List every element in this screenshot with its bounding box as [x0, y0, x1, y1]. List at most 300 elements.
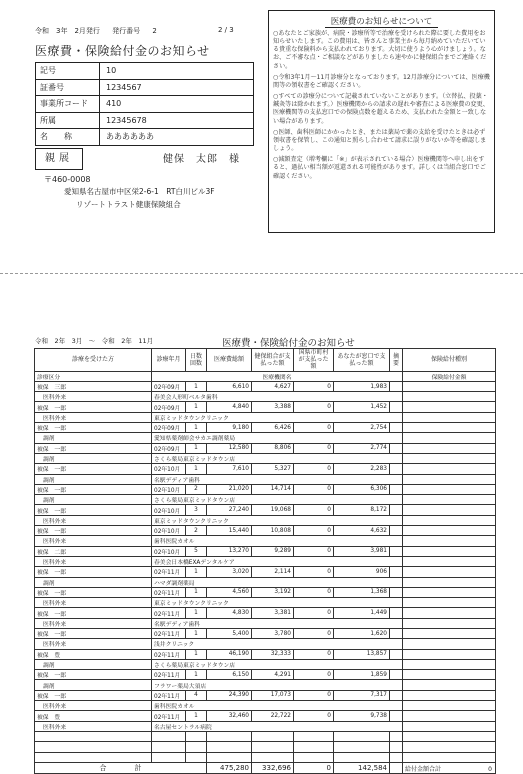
facility-name: 名古屋セントラル病院 — [152, 721, 403, 731]
member-info-value: 1234567 — [106, 82, 142, 92]
self-paid: 2,283 — [334, 464, 390, 474]
benefit-amount-cell — [403, 433, 496, 443]
facility-name: フラワー薬局大須店 — [152, 680, 403, 690]
table-row — [35, 567, 496, 577]
table-row — [35, 381, 496, 391]
treatment-month: 02年10月 — [152, 546, 186, 556]
kenpo-paid: 14,714 — [252, 484, 294, 494]
remarks-cell — [390, 402, 403, 412]
remarks-cell — [390, 505, 403, 515]
patient-name: 被保 一郎 — [35, 526, 152, 536]
page-title: 医療費・保険給付金のお知らせ — [35, 44, 210, 58]
facility-name: 東京ミッドタウンクリニック — [152, 515, 403, 525]
treatment-month: 02年11月 — [152, 628, 186, 638]
totals-total: 475,280 — [207, 762, 252, 773]
benefit-type-cell — [403, 711, 496, 721]
treatment-category: 調剤 — [35, 577, 152, 587]
subheader-kubun: 診療区分 — [35, 371, 152, 381]
benefit-type-cell — [403, 608, 496, 618]
table-row-detail — [35, 701, 496, 711]
medical-total: 21,020 — [207, 484, 252, 494]
visit-days: 1 — [186, 381, 207, 391]
table-row — [35, 670, 496, 680]
table-row — [35, 628, 496, 638]
kenpo-paid: 3,388 — [252, 402, 294, 412]
subheader-facility: 医療機関名 — [152, 371, 403, 381]
medical-total: 6,610 — [207, 381, 252, 391]
treatment-category: 医科外来 — [35, 515, 152, 525]
visit-days: 1 — [186, 423, 207, 433]
empty-cell — [252, 752, 294, 762]
benefit-amount-cell — [403, 598, 496, 608]
table-row-detail — [35, 577, 496, 587]
column-header: 医療費総額 — [207, 349, 252, 372]
benefit-amount-cell — [403, 392, 496, 402]
facility-name: 名駅デディア歯科 — [152, 618, 403, 628]
facility-name: さくら薬局東京ミッドタウン店 — [152, 495, 403, 505]
remarks-cell — [390, 423, 403, 433]
remarks-cell — [390, 526, 403, 536]
kenpo-paid: 4,291 — [252, 670, 294, 680]
public-paid: 0 — [294, 690, 334, 700]
medical-total: 13,270 — [207, 546, 252, 556]
patient-name: 被保 一郎 — [35, 690, 152, 700]
treatment-category: 医科外来 — [35, 412, 152, 422]
empty-cell — [35, 731, 152, 741]
benefit-type-cell — [403, 546, 496, 556]
column-header: 日数回数 — [186, 349, 207, 372]
benefit-type-cell — [403, 505, 496, 515]
benefit-amount-cell — [403, 474, 496, 484]
table-row-detail — [35, 536, 496, 546]
self-paid: 2,774 — [334, 443, 390, 453]
benefit-amount-cell — [403, 556, 496, 566]
treatment-month: 02年11月 — [152, 711, 186, 721]
remarks-cell — [390, 381, 403, 391]
totals-kyufu: 給付金額合計 0 — [403, 762, 496, 773]
sender-org: リゾートトラスト健康保険組合 — [76, 200, 181, 209]
treatment-category: 医科外来 — [35, 556, 152, 566]
patient-name: 被保 一郎 — [35, 484, 152, 494]
self-paid: 1,983 — [334, 381, 390, 391]
treatment-month: 02年10月 — [152, 526, 186, 536]
patient-name: 被保 一郎 — [35, 464, 152, 474]
kenpo-paid: 2,114 — [252, 567, 294, 577]
remarks-cell — [390, 711, 403, 721]
patient-name: 被保 二郎 — [35, 546, 152, 556]
table-subheader-row — [35, 371, 496, 381]
self-paid: 2,754 — [334, 423, 390, 433]
table-row — [35, 423, 496, 433]
empty-cell — [294, 752, 334, 762]
self-paid: 9,738 — [334, 711, 390, 721]
remarks-cell — [390, 608, 403, 618]
postal-code: 〒460-0008 — [44, 175, 91, 184]
confidential-label: 親展 — [35, 148, 83, 170]
kenpo-paid: 9,289 — [252, 546, 294, 556]
remarks-cell — [390, 567, 403, 577]
table-row-detail — [35, 556, 496, 566]
facility-name: 春美会日本橋EXAデンタルケア — [152, 556, 403, 566]
benefit-type-cell — [403, 649, 496, 659]
benefit-type-cell — [403, 443, 496, 453]
treatment-month: 02年11月 — [152, 670, 186, 680]
visit-days: 1 — [186, 628, 207, 638]
kenpo-paid: 22,722 — [252, 711, 294, 721]
kenpo-paid: 5,327 — [252, 464, 294, 474]
column-header: 健保組合が支払った額 — [252, 349, 294, 372]
benefit-type-cell — [403, 670, 496, 680]
member-info-row — [36, 96, 253, 113]
visit-days: 1 — [186, 567, 207, 577]
treatment-category: 調剤 — [35, 659, 152, 669]
self-paid: 8,172 — [334, 505, 390, 515]
benefit-amount-cell — [403, 412, 496, 422]
table-row — [35, 443, 496, 453]
empty-cell — [152, 731, 186, 741]
self-paid: 1,620 — [334, 628, 390, 638]
table-row-detail — [35, 515, 496, 525]
notice-paragraph: ○あなたとご家族が、病院・診療所等で治療を受けられた際に要した費用をお知らせいたします。この費用は、皆さんと事業主から毎月納めていただいている貴重な保険料から支払われております。大切に使うよう心がけましょう。なお、ご不審な点・ご相談などがありましたら速やかに健保組合までご連絡ください。 — [273, 30, 487, 70]
benefit-amount-cell — [403, 515, 496, 525]
benefit-type-cell — [403, 567, 496, 577]
benefit-amount-cell — [403, 680, 496, 690]
issue-header — [35, 26, 167, 36]
patient-name: 被保 一郎 — [35, 443, 152, 453]
member-info-row — [36, 113, 253, 130]
kenpo-paid: 8,806 — [252, 443, 294, 453]
treatment-month: 02年09月 — [152, 443, 186, 453]
self-paid: 13,857 — [334, 649, 390, 659]
self-paid: 3,981 — [334, 546, 390, 556]
notice-paragraph: ○医師、歯科医師にかかったとき、または薬局で薬の支給を受けたときは必ず領収書を保管し、この通知と照らし合わせて請求に誤りがないか等を確認しましょう。 — [273, 128, 487, 153]
member-info-row — [36, 63, 253, 80]
benefit-type-cell — [403, 464, 496, 474]
patient-name: 被保 豊 — [35, 711, 152, 721]
empty-row — [35, 742, 496, 752]
patient-name: 被保 豊 — [35, 649, 152, 659]
kenpo-paid: 3,192 — [252, 587, 294, 597]
benefit-type-cell — [403, 587, 496, 597]
kenpo-paid: 3,381 — [252, 608, 294, 618]
issue-date: 令和 3年 2月発行 — [35, 27, 100, 35]
benefit-amount-cell — [403, 536, 496, 546]
medical-total: 4,560 — [207, 587, 252, 597]
treatment-category: 医科外来 — [35, 598, 152, 608]
visit-days: 5 — [186, 546, 207, 556]
benefit-amount-cell — [403, 453, 496, 463]
medical-total: 4,830 — [207, 608, 252, 618]
statement-table — [34, 348, 496, 774]
empty-cell — [294, 742, 334, 752]
treatment-month: 02年11月 — [152, 649, 186, 659]
table-row-detail — [35, 392, 496, 402]
table-row — [35, 464, 496, 474]
patient-name: 被保 一郎 — [35, 608, 152, 618]
visit-days: 1 — [186, 711, 207, 721]
visit-days: 1 — [186, 464, 207, 474]
visit-days: 1 — [186, 649, 207, 659]
medical-total: 12,580 — [207, 443, 252, 453]
medical-total: 46,190 — [207, 649, 252, 659]
public-paid: 0 — [294, 423, 334, 433]
statement-title: 医療費・保険給付金のお知らせ — [222, 338, 355, 349]
member-info-label: 証番号 — [36, 80, 100, 96]
treatment-month: 02年10月 — [152, 464, 186, 474]
table-row — [35, 587, 496, 597]
empty-cell — [207, 752, 252, 762]
visit-days: 3 — [186, 505, 207, 515]
visit-days: 2 — [186, 526, 207, 536]
treatment-category: 医科外来 — [35, 618, 152, 628]
visit-days: 4 — [186, 690, 207, 700]
patient-name: 被保 一郎 — [35, 587, 152, 597]
kenpo-paid: 3,780 — [252, 628, 294, 638]
treatment-category: 調剤 — [35, 433, 152, 443]
patient-name: 被保 三郎 — [35, 381, 152, 391]
patient-name: 被保 一郎 — [35, 670, 152, 680]
self-paid: 1,449 — [334, 608, 390, 618]
public-paid: 0 — [294, 670, 334, 680]
empty-cell — [294, 731, 334, 741]
medical-total: 7,610 — [207, 464, 252, 474]
medical-total: 5,400 — [207, 628, 252, 638]
notice-paragraph: ○減額査定（増考欄に「※」が表示されている場合）医療機関等へ申し出をすると、過払い相当額が返還される可能性があります。詳しくは当組合窓口でご確認ください。 — [273, 156, 486, 180]
treatment-category: 医科外来 — [35, 701, 152, 711]
treatment-category: 医科外来 — [35, 536, 152, 546]
kenpo-paid: 32,333 — [252, 649, 294, 659]
benefit-amount-cell — [403, 659, 496, 669]
treatment-month: 02年11月 — [152, 608, 186, 618]
empty-cell — [403, 742, 496, 752]
benefit-type-cell — [403, 381, 496, 391]
empty-cell — [403, 731, 496, 741]
public-paid: 0 — [294, 628, 334, 638]
empty-cell — [390, 742, 403, 752]
treatment-category: 医科外来 — [35, 639, 152, 649]
totals-row — [35, 762, 496, 773]
table-row — [35, 711, 496, 721]
public-paid: 0 — [294, 526, 334, 536]
empty-row — [35, 752, 496, 762]
table-row — [35, 608, 496, 618]
empty-cell — [186, 752, 207, 762]
member-info-row — [36, 129, 253, 145]
facility-name: 歯科医院カオル — [152, 536, 403, 546]
column-header: 診療を受けた方 — [35, 349, 152, 372]
benefit-amount-cell — [403, 495, 496, 505]
kenpo-paid: 19,068 — [252, 505, 294, 515]
totals-self: 142,584 — [334, 762, 390, 773]
empty-cell — [186, 731, 207, 741]
public-paid: 0 — [294, 484, 334, 494]
medical-total: 3,020 — [207, 567, 252, 577]
empty-cell — [390, 731, 403, 741]
empty-cell — [252, 742, 294, 752]
medical-total: 6,150 — [207, 670, 252, 680]
facility-name: さくら薬局東京ミッドタウン店 — [152, 453, 403, 463]
empty-cell — [207, 731, 252, 741]
table-row-detail — [35, 412, 496, 422]
benefit-type-cell — [403, 423, 496, 433]
benefit-type-cell — [403, 484, 496, 494]
visit-days: 1 — [186, 670, 207, 680]
column-header: 診療年月 — [152, 349, 186, 372]
table-row-detail — [35, 495, 496, 505]
member-info-value: 10 — [106, 66, 117, 76]
table-header-row — [35, 349, 496, 372]
empty-cell — [186, 742, 207, 752]
member-info-label: 所属 — [36, 113, 100, 129]
table-row — [35, 505, 496, 515]
visit-days: 1 — [186, 443, 207, 453]
treatment-category: 調剤 — [35, 453, 152, 463]
empty-cell — [152, 742, 186, 752]
facility-name: さくら薬局東京ミッドタウン店 — [152, 659, 403, 669]
treatment-month: 02年09月 — [152, 402, 186, 412]
table-row-detail — [35, 659, 496, 669]
patient-name: 被保 一郎 — [35, 402, 152, 412]
remarks-cell — [390, 464, 403, 474]
public-paid: 0 — [294, 443, 334, 453]
public-paid: 0 — [294, 505, 334, 515]
treatment-month: 02年11月 — [152, 587, 186, 597]
visit-days: 1 — [186, 587, 207, 597]
benefit-type-cell — [403, 402, 496, 412]
notice-paragraph: ○令和3年1月～11月診療分となっております。12月診療分については、医療機関等の領収書をご確認ください。 — [273, 73, 490, 89]
remarks-cell — [390, 443, 403, 453]
kenpo-paid: 6,426 — [252, 423, 294, 433]
column-header: 保険給付種別 — [403, 349, 496, 372]
empty-cell — [35, 742, 152, 752]
empty-cell — [152, 752, 186, 762]
public-paid: 0 — [294, 464, 334, 474]
treatment-month: 02年10月 — [152, 505, 186, 515]
empty-cell — [334, 752, 390, 762]
totals-paid: 332,696 — [252, 762, 294, 773]
self-paid: 1,859 — [334, 670, 390, 680]
subheader-kyufu: 保険給付金額 — [403, 371, 496, 381]
column-header: あなたが窓口で支払った額 — [334, 349, 390, 372]
public-paid: 0 — [294, 587, 334, 597]
table-row-detail — [35, 474, 496, 484]
table-row — [35, 546, 496, 556]
notice-paragraph: ○すべての診療分について記載されていないことがあります。（立替払、投薬・鍼灸等は除かれます。）医療機関からの請求の遅れや審査による医療費の変更、医療機関等の支払窓口での保険点数を超えるため、支払われた金額と一致しない場合があります。 — [273, 93, 489, 125]
member-info-value: 410 — [106, 99, 122, 109]
visit-days: 1 — [186, 402, 207, 412]
public-paid: 0 — [294, 381, 334, 391]
kenpo-paid: 10,808 — [252, 526, 294, 536]
facility-name: ハマダ調剤薬局 — [152, 577, 403, 587]
self-paid: 1,452 — [334, 402, 390, 412]
public-paid: 0 — [294, 402, 334, 412]
public-paid: 0 — [294, 649, 334, 659]
patient-name: 被保 一郎 — [35, 505, 152, 515]
treatment-category: 医科外来 — [35, 392, 152, 402]
medical-total: 4,840 — [207, 402, 252, 412]
page-number: 2 / 3 — [218, 26, 234, 34]
kenpo-paid: 4,627 — [252, 381, 294, 391]
self-paid: 7,317 — [334, 690, 390, 700]
issue-no-label: 発行番号 — [112, 27, 141, 35]
self-paid: 1,368 — [334, 587, 390, 597]
statement-period: 令和 2年 3月 ～ 令和 2年 11月 — [35, 337, 154, 345]
remarks-cell — [390, 690, 403, 700]
patient-name: 被保 一郎 — [35, 423, 152, 433]
totals-pub: 0 — [294, 762, 334, 773]
sender-address: 愛知県名古屋市中区栄2-6-1 RT白川ビル3F — [64, 187, 215, 196]
benefit-amount-cell — [403, 577, 496, 587]
benefit-type-cell — [403, 690, 496, 700]
treatment-category: 調剤 — [35, 495, 152, 505]
empty-cell — [334, 731, 390, 741]
table-row-detail — [35, 598, 496, 608]
table-row — [35, 402, 496, 412]
remarks-cell — [390, 484, 403, 494]
table-row-detail — [35, 433, 496, 443]
remarks-cell — [390, 546, 403, 556]
member-info-label: 事業所コード — [36, 96, 100, 112]
table-row — [35, 484, 496, 494]
table-row — [35, 526, 496, 536]
column-header: 国県市町村が支払った額 — [294, 349, 334, 372]
member-info-table — [35, 62, 254, 146]
empty-cell — [252, 731, 294, 741]
visit-days: 2 — [186, 484, 207, 494]
medical-total: 32,460 — [207, 711, 252, 721]
facility-name: 東京ミッドタウンクリニック — [152, 598, 403, 608]
member-info-value: 12345678 — [106, 115, 147, 125]
public-paid: 0 — [294, 711, 334, 721]
treatment-month: 02年11月 — [152, 567, 186, 577]
empty-cell — [334, 742, 390, 752]
benefit-type-cell — [403, 526, 496, 536]
benefit-amount-cell — [403, 639, 496, 649]
self-paid: 6,306 — [334, 484, 390, 494]
public-paid: 0 — [294, 546, 334, 556]
member-info-row — [36, 80, 253, 97]
table-row-detail — [35, 680, 496, 690]
treatment-category: 医科外来 — [35, 721, 152, 731]
table-row-detail — [35, 639, 496, 649]
issue-no: 2 — [152, 27, 157, 35]
medical-total: 9,180 — [207, 423, 252, 433]
self-paid: 4,632 — [334, 526, 390, 536]
facility-name: 歯科医院カオル — [152, 701, 403, 711]
facility-name: 愛知県薬剤師会サカエ調剤薬局 — [152, 433, 403, 443]
table-row-detail — [35, 453, 496, 463]
patient-name: 被保 一郎 — [35, 567, 152, 577]
recipient-name: 健保 太郎 様 — [163, 154, 240, 165]
remarks-cell — [390, 649, 403, 659]
benefit-amount-cell — [403, 701, 496, 711]
notice-title: 医療費のお知らせについて — [269, 11, 494, 27]
benefit-type-cell — [403, 628, 496, 638]
treatment-month: 02年11月 — [152, 690, 186, 700]
medical-total: 27,240 — [207, 505, 252, 515]
treatment-month: 02年09月 — [152, 381, 186, 391]
facility-name: 名駅デディア歯科 — [152, 474, 403, 484]
fold-line — [0, 273, 523, 274]
facility-name: 春美会人形町ベルタ歯科 — [152, 392, 403, 402]
member-info-label: 記号 — [36, 63, 100, 79]
public-paid: 0 — [294, 608, 334, 618]
table-row — [35, 690, 496, 700]
remarks-cell — [390, 587, 403, 597]
facility-name: 東京ミッドタウンクリニック — [152, 412, 403, 422]
treatment-category: 調剤 — [35, 474, 152, 484]
remarks-cell — [390, 670, 403, 680]
